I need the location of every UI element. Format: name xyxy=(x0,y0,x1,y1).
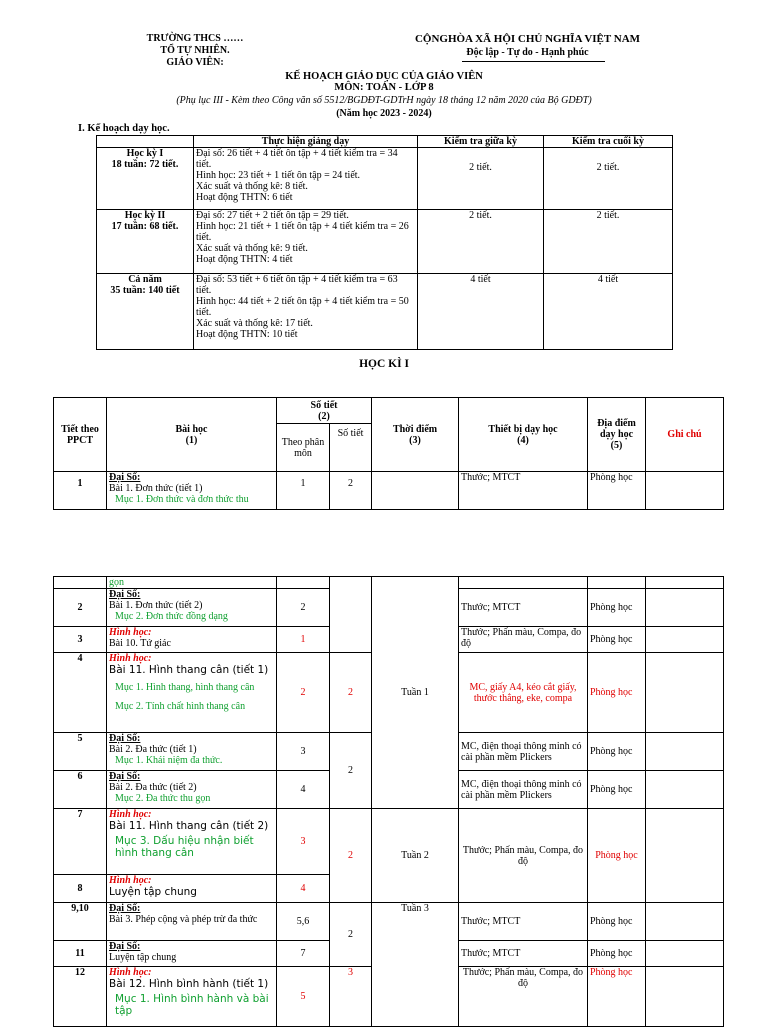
ppct-cell: 4 xyxy=(54,653,107,733)
lesson-cell: Hình học: Bài 12. Hình bình hành (tiết 1) Mục 1. Hình bình hành và bài tập xyxy=(107,967,277,1027)
place-cell: Phòng học xyxy=(588,967,646,1027)
equipment-cell: MC, giấy A4, kéo cắt giấy, thước thẳng, eke, compa xyxy=(459,653,588,733)
ppct-cell: 3 xyxy=(54,627,107,653)
header-note: Ghi chú xyxy=(646,398,724,472)
plan-midterm-cell: 4 tiết xyxy=(418,274,544,350)
plan-term-cell: Học kỳ II 17 tuần: 68 tiết. xyxy=(97,210,194,274)
doc-subject: MÔN: TOÁN - LỚP 8 xyxy=(334,82,434,93)
sub-period-cell: 1 xyxy=(277,627,330,653)
count-cell: 2 xyxy=(330,903,372,967)
header-ppct: Tiết theo PPCT xyxy=(54,398,107,472)
place-cell: Phòng học xyxy=(588,627,646,653)
plan-header-final: Kiểm tra cuối kỳ xyxy=(544,136,673,148)
note-cell xyxy=(646,653,724,733)
header-count: Số tiết xyxy=(330,424,372,472)
lesson-cell: Hình học: Luyện tập chung xyxy=(107,875,277,903)
header-place: Địa điểm dạy học (5) xyxy=(588,398,646,472)
table-row xyxy=(54,577,724,589)
week-1-cell: Tuần 1 xyxy=(372,577,459,809)
equipment-cell: Thước; MTCT xyxy=(459,941,588,967)
plan-detail-cell: Đại số: 53 tiết + 6 tiết ôn tập + 4 tiết kiểm tra = 63 tiết. Hình học: 44 tiết + 2 tiết ôn tập + 4 tiết kiểm tra = 50 tiết. Xác suất và thống kê: 17 tiết. Hoạt động THTN: 10 tiết xyxy=(194,274,418,350)
plan-detail-cell: Đại số: 26 tiết + 4 tiết ôn tập + 4 tiết kiểm tra = 34 tiết. Hình học: 23 tiết + 1 tiết ôn tập = 24 tiết. Xác suất và thống kê: 8 tiết. Hoạt động THTN: 6 tiết xyxy=(194,148,418,210)
term-heading: HỌC KÌ I xyxy=(359,358,409,370)
header-equipment: Thiết bị dạy học (4) xyxy=(459,398,588,472)
place-cell: Phòng học xyxy=(588,809,646,903)
count-cell: 2 xyxy=(330,809,372,903)
plan-row xyxy=(97,148,673,210)
table-row xyxy=(54,809,724,875)
equipment-cell: Thước; MTCT xyxy=(459,589,588,627)
school-block xyxy=(110,33,280,69)
lesson-cell: Hình học: Bài 11. Hình thang cân (tiết 1) Mục 1. Hình thang, hình thang cân Mục 2. Tính chất hình thang cân xyxy=(107,653,277,733)
note-cell xyxy=(646,589,724,627)
equipment-cell: Thước; MTCT xyxy=(459,472,588,510)
department-name: TỔ TỰ NHIÊN. xyxy=(160,45,230,56)
carry-text: gọn xyxy=(107,577,277,589)
place-cell: Phòng học xyxy=(588,733,646,771)
plan-final-cell: 2 tiết. xyxy=(544,148,673,210)
week-2-cell: Tuần 2 xyxy=(372,809,459,903)
ppct-cell: 9,10 xyxy=(54,903,107,941)
lesson-cell: Đại Số: Bài 3. Phép cộng và phép trừ đa thức xyxy=(107,903,277,941)
place-cell: Phòng học xyxy=(588,903,646,941)
ppct-cell: 6 xyxy=(54,771,107,809)
note-cell xyxy=(646,771,724,809)
teacher-label: GIÁO VIÊN: xyxy=(166,57,224,68)
plan-final-cell: 4 tiết xyxy=(544,274,673,350)
header-time: Thời điểm (3) xyxy=(372,398,459,472)
doc-year: (Năm học 2023 - 2024) xyxy=(336,108,432,119)
place-cell: Phòng học xyxy=(588,589,646,627)
plan-row xyxy=(97,274,673,350)
sub-period-cell: 3 xyxy=(277,809,330,875)
place-cell: Phòng học xyxy=(588,472,646,510)
note-cell xyxy=(646,809,724,903)
count-cell: 2 xyxy=(330,472,372,510)
note-cell xyxy=(646,903,724,941)
sub-period-cell: 4 xyxy=(277,771,330,809)
place-cell: Phòng học xyxy=(588,941,646,967)
equipment-cell: MC, điện thoại thông minh có cài phần mềm Plickers xyxy=(459,733,588,771)
count-cell: 2 xyxy=(330,733,372,809)
count-cell: 3 xyxy=(330,967,372,1027)
week-3-cell: Tuần 3 xyxy=(372,903,459,1027)
ppct-cell: 1 xyxy=(54,472,107,510)
schedule-table xyxy=(53,397,724,510)
plan-header-teaching: Thực hiện giảng dạy xyxy=(194,136,418,148)
ppct-cell: 2 xyxy=(54,589,107,627)
lesson-cell: Đại Số: Bài 1. Đơn thức (tiết 1) Mục 1. Đơn thức và đơn thức thu xyxy=(107,472,277,510)
equipment-cell: Thước; MTCT xyxy=(459,903,588,941)
motto: Độc lập - Tự do - Hạnh phúc xyxy=(466,47,589,58)
ppct-cell: 12 xyxy=(54,967,107,1027)
time-cell xyxy=(372,472,459,510)
sub-period-cell: 3 xyxy=(277,733,330,771)
header-periods: Số tiết (2) xyxy=(277,398,372,424)
lesson-cell: Hình học: Bài 10. Tứ giác xyxy=(107,627,277,653)
note-cell xyxy=(646,967,724,1027)
plan-detail-cell: Đại số: 27 tiết + 2 tiết ôn tập = 29 tiết. Hình học: 21 tiết + 1 tiết ôn tập + 4 tiết kiểm tra = 26 tiết. Xác suất và thống kê: 9 tiết. Hoạt động THTN: 4 tiết xyxy=(194,210,418,274)
header-by-subject: Theo phân môn xyxy=(277,424,330,472)
equipment-cell: Thước; Phấn màu, Compa, đo độ xyxy=(459,967,588,1027)
note-cell xyxy=(646,941,724,967)
ppct-cell: 11 xyxy=(54,941,107,967)
equipment-cell: Thước; Phấn màu, Compa, đo độ xyxy=(459,627,588,653)
header-lesson: Bài học (1) xyxy=(107,398,277,472)
doc-appendix: (Phụ lục III - Kèm theo Công văn số 5512/BGDĐT-GDTrH ngày 18 tháng 12 năm 2020 của Bộ GDĐT) xyxy=(176,95,592,106)
ppct-cell: 7 xyxy=(54,809,107,875)
equipment-cell: MC, điện thoại thông minh có cài phần mềm Plickers xyxy=(459,771,588,809)
section-heading: I. Kế hoạch dạy học. xyxy=(78,123,170,134)
plan-table xyxy=(96,135,673,350)
lesson-cell: Đại Số: Bài 1. Đơn thức (tiết 2) Mục 2. Đơn thức đồng dạng xyxy=(107,589,277,627)
place-cell: Phòng học xyxy=(588,653,646,733)
sub-period-cell: 5,6 xyxy=(277,903,330,941)
sub-period-cell: 2 xyxy=(277,589,330,627)
motto-underline xyxy=(462,61,605,62)
schedule-table-continued xyxy=(53,576,724,1027)
sub-period-cell: 1 xyxy=(277,472,330,510)
country-name: CỘNGHÒA XÃ HỘI CHỦ NGHĨA VIỆT NAM xyxy=(414,33,641,45)
count-cell: 2 xyxy=(330,653,372,733)
note-cell xyxy=(646,627,724,653)
plan-term-cell: Học kỳ I 18 tuần: 72 tiết. xyxy=(97,148,194,210)
plan-final-cell: 2 tiết. xyxy=(544,210,673,274)
table-row xyxy=(54,903,724,941)
plan-row xyxy=(97,210,673,274)
ppct-cell: 8 xyxy=(54,875,107,903)
ppct-cell: 5 xyxy=(54,733,107,771)
lesson-cell: Đại Số: Bài 2. Đa thức (tiết 1) Mục 1. Khái niệm đa thức. xyxy=(107,733,277,771)
national-motto xyxy=(400,33,655,59)
lesson-cell: Hình học: Bài 11. Hình thang cân (tiết 2) Mục 3. Dấu hiệu nhận biết hình thang cân xyxy=(107,809,277,875)
school-name: TRƯỜNG THCS …… xyxy=(146,33,244,44)
plan-midterm-cell: 2 tiết. xyxy=(418,210,544,274)
sub-period-cell: 4 xyxy=(277,875,330,903)
doc-title: KẾ HOẠCH GIÁO DỤC CỦA GIÁO VIÊN xyxy=(285,71,483,82)
plan-term-cell: Cả năm 35 tuần: 140 tiết xyxy=(97,274,194,350)
sub-period-cell: 7 xyxy=(277,941,330,967)
plan-header-midterm: Kiểm tra giữa kỳ xyxy=(418,136,544,148)
plan-header-empty xyxy=(97,136,194,148)
table-row xyxy=(54,472,724,510)
note-cell xyxy=(646,472,724,510)
lesson-cell: Đại Số: Luyện tập chung xyxy=(107,941,277,967)
note-cell xyxy=(646,733,724,771)
equipment-cell: Thước; Phấn màu, Compa, đo độ xyxy=(459,809,588,903)
sub-period-cell: 2 xyxy=(277,653,330,733)
sub-period-cell: 5 xyxy=(277,967,330,1027)
plan-midterm-cell: 2 tiết. xyxy=(418,148,544,210)
place-cell: Phòng học xyxy=(588,771,646,809)
lesson-cell: Đại Số: Bài 2. Đa thức (tiết 2) Mục 2. Đa thức thu gọn xyxy=(107,771,277,809)
